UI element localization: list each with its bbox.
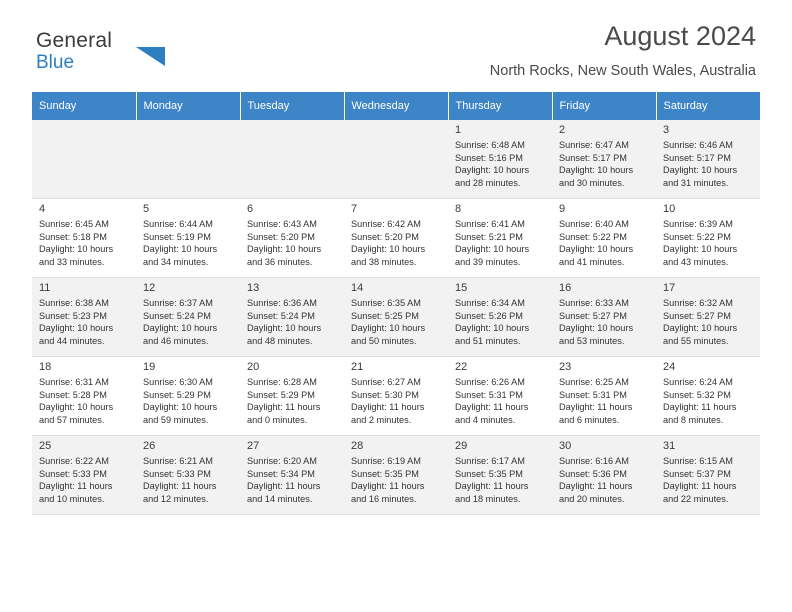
day-sun-info-line: and 34 minutes. (143, 256, 209, 267)
calendar-day-cell[interactable] (344, 357, 448, 436)
day-sun-info (663, 376, 754, 426)
day-sun-info-line: and 51 minutes. (455, 335, 521, 346)
day-sun-info-line: Sunset: 5:33 PM (143, 468, 211, 479)
day-sun-info-line: Sunrise: 6:40 AM (559, 219, 629, 229)
day-sun-info-line: Daylight: 11 hours (143, 481, 217, 492)
day-sun-info (351, 297, 442, 347)
day-number: 2 (559, 124, 566, 136)
calendar-empty-cell (32, 120, 136, 199)
day-sun-info-line: Daylight: 10 hours (559, 323, 634, 334)
day-sun-info-line: Sunset: 5:30 PM (351, 389, 419, 400)
calendar-day-cell[interactable] (136, 278, 240, 357)
day-sun-info-line: and 20 minutes. (559, 493, 625, 504)
day-sun-info-line: and 59 minutes. (143, 414, 209, 425)
day-sun-info-line: Sunrise: 6:15 AM (663, 456, 733, 466)
day-sun-info-line: and 28 minutes. (455, 177, 521, 188)
day-sun-info-line: Sunset: 5:24 PM (247, 310, 315, 321)
calendar-day-cell[interactable] (32, 436, 136, 515)
calendar-day-cell[interactable] (552, 278, 656, 357)
day-sun-info-line: Sunrise: 6:33 AM (559, 298, 629, 308)
day-sun-info-line: and 10 minutes. (39, 493, 105, 504)
calendar-day-cell[interactable] (552, 120, 656, 199)
day-sun-info-line: and 2 minutes. (351, 414, 412, 425)
day-number: 7 (351, 203, 358, 215)
day-number: 9 (559, 203, 566, 215)
day-sun-info (351, 218, 442, 268)
calendar-day-cell[interactable] (552, 199, 656, 278)
day-sun-info-line: and 6 minutes. (559, 414, 620, 425)
day-sun-info-line: and 46 minutes. (143, 335, 209, 346)
day-sun-info-line: Sunrise: 6:34 AM (455, 298, 525, 308)
day-sun-info-line: Daylight: 10 hours (247, 244, 322, 255)
day-sun-info-line: Sunset: 5:19 PM (143, 231, 211, 242)
calendar-day-cell[interactable] (656, 357, 760, 436)
day-sun-info-line: and 30 minutes. (559, 177, 625, 188)
day-sun-info-line: Daylight: 11 hours (663, 481, 737, 492)
day-sun-info-line: Sunrise: 6:24 AM (663, 377, 733, 387)
weekday-header-monday: Monday (136, 92, 240, 120)
day-sun-info-line: Sunrise: 6:16 AM (559, 456, 629, 466)
day-sun-info-line: Sunset: 5:24 PM (143, 310, 211, 321)
weekday-header-sunday: Sunday (32, 92, 136, 120)
day-number: 24 (663, 361, 676, 373)
day-sun-info (663, 455, 754, 505)
day-sun-info (559, 218, 650, 268)
day-sun-info (247, 376, 338, 426)
day-sun-info-line: Daylight: 10 hours (143, 402, 218, 413)
day-sun-info (39, 455, 130, 505)
day-sun-info (351, 455, 442, 505)
day-sun-info-line: Daylight: 11 hours (455, 481, 529, 492)
calendar-day-cell[interactable] (552, 357, 656, 436)
day-sun-info-line: and 55 minutes. (663, 335, 729, 346)
day-number: 8 (455, 203, 462, 215)
day-sun-info-line: Sunset: 5:16 PM (455, 152, 523, 163)
day-sun-info-line: Sunset: 5:31 PM (559, 389, 627, 400)
calendar-day-cell[interactable] (240, 199, 344, 278)
day-number: 23 (559, 361, 572, 373)
day-sun-info (663, 297, 754, 347)
day-sun-info-line: Sunset: 5:33 PM (39, 468, 107, 479)
weekday-header-wednesday: Wednesday (344, 92, 448, 120)
day-sun-info-line: Daylight: 11 hours (39, 481, 113, 492)
day-sun-info-line: Daylight: 10 hours (351, 323, 426, 334)
day-sun-info-line: and 57 minutes. (39, 414, 105, 425)
day-sun-info-line: Sunrise: 6:25 AM (559, 377, 629, 387)
brand-logo (36, 30, 236, 72)
day-number: 26 (143, 440, 156, 452)
day-number: 10 (663, 203, 676, 215)
day-sun-info-line: Sunrise: 6:26 AM (455, 377, 525, 387)
day-sun-info-line: Sunrise: 6:37 AM (143, 298, 213, 308)
calendar-day-cell[interactable] (656, 120, 760, 199)
day-number: 16 (559, 282, 572, 294)
day-sun-info (351, 376, 442, 426)
day-sun-info-line: Daylight: 10 hours (39, 402, 114, 413)
day-sun-info-line: Daylight: 11 hours (247, 481, 321, 492)
day-sun-info-line: Sunset: 5:25 PM (351, 310, 419, 321)
calendar-week-row (32, 120, 760, 199)
calendar-empty-cell (136, 120, 240, 199)
day-sun-info-line: and 18 minutes. (455, 493, 521, 504)
day-number: 12 (143, 282, 156, 294)
day-sun-info-line: Sunrise: 6:41 AM (455, 219, 525, 229)
day-number: 11 (39, 282, 51, 294)
day-sun-info-line: Sunset: 5:18 PM (39, 231, 107, 242)
day-sun-info-line: Sunset: 5:28 PM (39, 389, 107, 400)
day-sun-info-line: Sunset: 5:17 PM (663, 152, 731, 163)
day-sun-info-line: and 8 minutes. (663, 414, 724, 425)
calendar-day-cell[interactable] (136, 357, 240, 436)
day-sun-info-line: Daylight: 11 hours (455, 402, 529, 413)
calendar-day-cell[interactable] (240, 278, 344, 357)
day-sun-info-line: Sunset: 5:17 PM (559, 152, 627, 163)
day-sun-info-line: and 22 minutes. (663, 493, 729, 504)
day-sun-info-line: and 50 minutes. (351, 335, 417, 346)
calendar-week-row (32, 278, 760, 357)
day-sun-info-line: Daylight: 11 hours (663, 402, 737, 413)
calendar-week-row (32, 436, 760, 515)
day-sun-info-line: Daylight: 10 hours (143, 244, 218, 255)
day-sun-info-line: and 41 minutes. (559, 256, 625, 267)
day-number: 19 (143, 361, 156, 373)
day-number: 3 (663, 124, 670, 136)
day-sun-info-line: and 39 minutes. (455, 256, 521, 267)
day-sun-info-line: Sunrise: 6:42 AM (351, 219, 421, 229)
calendar-table (32, 92, 760, 515)
day-sun-info-line: Daylight: 11 hours (559, 481, 633, 492)
day-sun-info-line: Sunset: 5:27 PM (663, 310, 731, 321)
day-sun-info-line: Daylight: 10 hours (39, 323, 114, 334)
day-sun-info-line: Sunrise: 6:22 AM (39, 456, 109, 466)
calendar-day-cell[interactable] (448, 436, 552, 515)
day-sun-info-line: Sunrise: 6:43 AM (247, 219, 317, 229)
day-sun-info-line: Daylight: 10 hours (663, 323, 738, 334)
calendar-day-cell[interactable] (136, 436, 240, 515)
day-number: 22 (455, 361, 468, 373)
day-sun-info (143, 218, 234, 268)
day-sun-info-line: and 53 minutes. (559, 335, 625, 346)
day-sun-info-line: and 0 minutes. (247, 414, 308, 425)
day-sun-info (455, 218, 546, 268)
day-sun-info (663, 218, 754, 268)
calendar-week-row (32, 199, 760, 278)
calendar-day-cell[interactable] (136, 199, 240, 278)
day-sun-info-line: Sunrise: 6:17 AM (455, 456, 525, 466)
calendar-day-cell[interactable] (656, 199, 760, 278)
calendar-empty-cell (344, 120, 448, 199)
calendar-day-cell[interactable] (448, 199, 552, 278)
day-sun-info-line: Daylight: 10 hours (559, 244, 634, 255)
day-sun-info-line: Daylight: 10 hours (663, 165, 738, 176)
day-sun-info (39, 297, 130, 347)
calendar-empty-cell (240, 120, 344, 199)
page-title: August 2024 (604, 21, 756, 51)
day-sun-info-line: Daylight: 11 hours (351, 481, 425, 492)
brand-name-blue: Blue (36, 52, 75, 73)
page-location: North Rocks, New South Wales, Australia (489, 62, 756, 79)
calendar-day-cell[interactable] (32, 357, 136, 436)
day-sun-info-line: Daylight: 10 hours (455, 165, 530, 176)
calendar-day-cell[interactable] (448, 357, 552, 436)
day-sun-info-line: Sunrise: 6:32 AM (663, 298, 733, 308)
calendar-day-cell[interactable] (552, 436, 656, 515)
day-sun-info (455, 139, 546, 189)
day-sun-info-line: Daylight: 10 hours (247, 323, 322, 334)
calendar-day-cell[interactable] (32, 278, 136, 357)
day-number: 13 (247, 282, 260, 294)
day-sun-info-line: Sunset: 5:23 PM (39, 310, 107, 321)
page-header (32, 0, 760, 92)
day-sun-info-line: Sunset: 5:32 PM (663, 389, 731, 400)
day-sun-info-line: Sunrise: 6:47 AM (559, 140, 629, 150)
day-sun-info-line: Sunset: 5:20 PM (351, 231, 419, 242)
calendar-day-cell[interactable] (656, 278, 760, 357)
day-sun-info-line: and 31 minutes. (663, 177, 729, 188)
weekday-header-thursday: Thursday (448, 92, 552, 120)
day-sun-info-line: Sunrise: 6:31 AM (39, 377, 109, 387)
day-sun-info (559, 297, 650, 347)
title-block (490, 22, 756, 79)
day-sun-info-line: Sunrise: 6:19 AM (351, 456, 421, 466)
day-sun-info-line: Sunset: 5:35 PM (455, 468, 523, 479)
day-number: 27 (247, 440, 260, 452)
calendar-day-cell[interactable] (448, 278, 552, 357)
day-sun-info-line: Sunrise: 6:21 AM (143, 456, 213, 466)
day-sun-info-line: Sunset: 5:22 PM (663, 231, 731, 242)
day-number: 1 (455, 124, 462, 136)
calendar-day-cell[interactable] (448, 120, 552, 199)
day-sun-info-line: Daylight: 10 hours (559, 165, 634, 176)
day-sun-info (559, 455, 650, 505)
day-sun-info-line: Sunset: 5:36 PM (559, 468, 627, 479)
calendar-day-cell[interactable] (344, 199, 448, 278)
day-sun-info-line: Sunrise: 6:30 AM (143, 377, 213, 387)
weekday-header-tuesday: Tuesday (240, 92, 344, 120)
day-sun-info (247, 297, 338, 347)
calendar-week-row (32, 357, 760, 436)
day-sun-info (143, 455, 234, 505)
day-sun-info-line: Sunrise: 6:35 AM (351, 298, 421, 308)
day-sun-info-line: Sunset: 5:26 PM (455, 310, 523, 321)
calendar-body (32, 120, 760, 515)
day-sun-info-line: Daylight: 11 hours (559, 402, 633, 413)
day-sun-info-line: Sunrise: 6:27 AM (351, 377, 421, 387)
day-sun-info-line: and 38 minutes. (351, 256, 417, 267)
calendar-day-cell[interactable] (240, 357, 344, 436)
day-number: 4 (39, 203, 46, 215)
calendar-day-cell[interactable] (32, 199, 136, 278)
day-sun-info-line: and 12 minutes. (143, 493, 209, 504)
day-number: 25 (39, 440, 52, 452)
day-sun-info-line: Sunset: 5:21 PM (455, 231, 523, 242)
brand-name-general: General (36, 29, 113, 52)
day-sun-info-line: Daylight: 11 hours (247, 402, 321, 413)
day-number: 30 (559, 440, 572, 452)
day-sun-info-line: Daylight: 10 hours (351, 244, 426, 255)
day-sun-info (143, 297, 234, 347)
day-sun-info-line: and 48 minutes. (247, 335, 313, 346)
weekday-header-saturday: Saturday (656, 92, 760, 120)
calendar-day-cell[interactable] (656, 436, 760, 515)
day-number: 17 (663, 282, 676, 294)
day-sun-info-line: Sunset: 5:31 PM (455, 389, 523, 400)
day-sun-info-line: Sunset: 5:29 PM (247, 389, 315, 400)
day-sun-info (247, 455, 338, 505)
calendar-day-cell[interactable] (344, 436, 448, 515)
day-number: 6 (247, 203, 254, 215)
weekday-header-row (32, 92, 760, 120)
calendar-day-cell[interactable] (344, 278, 448, 357)
day-sun-info-line: and 43 minutes. (663, 256, 729, 267)
day-sun-info-line: Sunrise: 6:38 AM (39, 298, 109, 308)
day-sun-info-line: Sunrise: 6:28 AM (247, 377, 317, 387)
day-sun-info (455, 297, 546, 347)
day-sun-info-line: and 44 minutes. (39, 335, 105, 346)
day-number: 14 (351, 282, 364, 294)
day-number: 29 (455, 440, 468, 452)
day-sun-info (247, 218, 338, 268)
day-sun-info-line: Sunrise: 6:48 AM (455, 140, 525, 150)
day-sun-info-line: Sunset: 5:27 PM (559, 310, 627, 321)
day-sun-info (39, 376, 130, 426)
day-sun-info-line: Daylight: 10 hours (39, 244, 114, 255)
day-number: 31 (663, 440, 676, 452)
day-sun-info-line: Sunrise: 6:20 AM (247, 456, 317, 466)
day-sun-info-line: Sunrise: 6:44 AM (143, 219, 213, 229)
day-number: 21 (351, 361, 364, 373)
day-sun-info-line: Sunrise: 6:36 AM (247, 298, 317, 308)
day-sun-info-line: Sunset: 5:29 PM (143, 389, 211, 400)
day-sun-info (455, 376, 546, 426)
day-sun-info-line: Daylight: 10 hours (663, 244, 738, 255)
day-sun-info-line: Sunrise: 6:45 AM (39, 219, 109, 229)
day-sun-info-line: Sunrise: 6:46 AM (663, 140, 733, 150)
day-sun-info-line: Daylight: 10 hours (455, 244, 530, 255)
day-sun-info-line: Daylight: 11 hours (351, 402, 425, 413)
day-sun-info-line: Daylight: 10 hours (143, 323, 218, 334)
day-sun-info-line: Sunrise: 6:39 AM (663, 219, 733, 229)
day-sun-info-line: Sunset: 5:37 PM (663, 468, 731, 479)
calendar-day-cell[interactable] (240, 436, 344, 515)
day-sun-info (663, 139, 754, 189)
day-number: 28 (351, 440, 364, 452)
day-number: 15 (455, 282, 468, 294)
day-sun-info-line: Daylight: 10 hours (455, 323, 530, 334)
day-sun-info-line: and 33 minutes. (39, 256, 105, 267)
day-sun-info-line: Sunset: 5:34 PM (247, 468, 315, 479)
day-sun-info (559, 376, 650, 426)
day-sun-info-line: Sunset: 5:20 PM (247, 231, 315, 242)
blue-flag-icon (134, 46, 168, 69)
day-sun-info-line: and 16 minutes. (351, 493, 417, 504)
day-sun-info-line: Sunset: 5:22 PM (559, 231, 627, 242)
day-sun-info (143, 376, 234, 426)
day-sun-info-line: and 4 minutes. (455, 414, 516, 425)
day-sun-info-line: and 36 minutes. (247, 256, 313, 267)
day-sun-info (455, 455, 546, 505)
day-sun-info-line: and 14 minutes. (247, 493, 313, 504)
day-sun-info-line: Sunset: 5:35 PM (351, 468, 419, 479)
day-number: 20 (247, 361, 260, 373)
day-number: 5 (143, 203, 150, 215)
day-sun-info (559, 139, 650, 189)
weekday-header-friday: Friday (552, 92, 656, 120)
day-number: 18 (39, 361, 52, 373)
day-sun-info (39, 218, 130, 268)
